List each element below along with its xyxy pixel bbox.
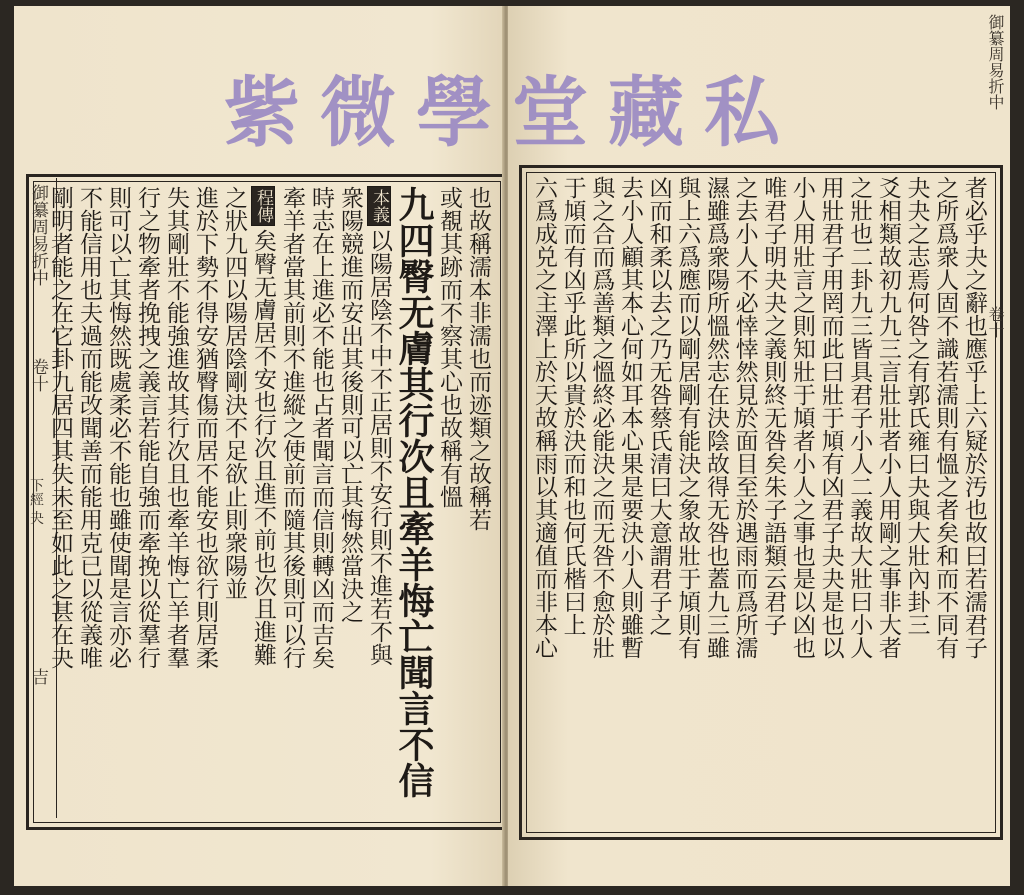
right-page-column-text: 與之合而爲善類之慍終必能決之而无咎不愈於壯 [588,176,615,659]
right-page-column [874,176,902,826]
left-page-column-text: 失其剛壯不能強進故其行次且也牽羊悔亡羊者羣 [163,186,189,669]
left-text-columns [46,186,492,816]
right-page-column-text: 凶而和柔以去之乃无咎蔡氏清曰大意謂君子之 [645,176,672,636]
commentary-tag: 程傳 [251,186,275,226]
right-page-column [960,176,988,826]
right-page-column [559,176,587,826]
margin-bottom: 吉 [28,668,48,685]
right-page-column [731,176,759,826]
left-page-column-text: 矣臀无膚居不安也行次且進不前也次且進難 [250,229,276,666]
left-page-column-text: 之狀九四以陽居陰剛決不足欲止則衆陽並 [221,186,247,600]
right-page-column-text: 去小人顧其本心何如耳本心果是要決小人則雖暫 [616,176,643,659]
left-page-column-text: 也故稱濡本非濡也而迹類之故稱若 [465,186,491,531]
left-page-column [435,186,463,816]
left-page-column [336,186,364,816]
left-page-column [46,186,74,816]
collector-seal: 紫微學堂藏私 [224,68,800,157]
left-page-column-text: 以陽居陰不中不正居則不安行則不進若不與 [366,229,392,666]
right-page-column [645,176,673,826]
right-page-column-text: 之所爲衆人固不識若濡則有慍之者矣和而不同有 [932,176,959,659]
left-page-column-text: 牽羊者當其前則不進縱之使前而隨其後則可以行 [279,186,305,669]
right-page-column [817,176,845,826]
right-page-column-text: 夬夬之志焉何咎之有郭氏雍曰夬與大壯內卦三 [903,176,930,636]
left-page-column [278,186,306,816]
right-page-column-text: 唯君子明夬夬之義則終无咎矣朱子語類云君子 [760,176,787,636]
right-page-column-text: 之壯也二卦九三皆具君子小人二義故大壯曰小人 [846,176,873,659]
left-page-column-text: 時志在上進必不能也占者聞言而信則轉凶而吉矣 [308,186,334,669]
right-page-column-text: 之去小人不必悻悻然見於面目至於遇雨而爲所濡 [731,176,758,659]
left-page-column [249,186,277,816]
right-text-columns [530,176,988,826]
left-page-column [162,186,190,816]
right-page-column [788,176,816,826]
left-page-column [394,186,434,816]
right-page-column [673,176,701,826]
left-page-column [104,186,132,816]
left-page-column-text: 衆陽競進而安出其後則可以亡其悔然當決之 [337,186,363,623]
right-page-column [587,176,615,826]
left-page-column-text: 不能信用也夫過而能改聞善而能用克已以從義唯 [76,186,102,669]
right-margin-volume: 卷十 [986,306,1005,338]
left-page-column [307,186,335,816]
margin-section: 下經 夬 [28,478,44,525]
right-page-column [530,176,558,826]
right-page-column-text: 與上六爲應而以剛居剛有能決之象故壯于頄則有 [674,176,701,659]
margin-title: 御纂周易折中 [28,184,48,286]
left-page-column [191,186,219,816]
right-page-column [702,176,730,826]
left-page-column [133,186,161,816]
right-page-column-text: 爻相類故初九九三言壯壯者小人用剛之事非大者 [874,176,901,659]
left-page-column [464,186,492,816]
right-page-column-text: 者必乎夬之辭也應乎上六疑於汚也故曰若濡君子 [960,176,987,659]
left-page-column-text: 進於下勢不得安猶臀傷而居不能安也欲行則居柔 [192,186,218,669]
left-page-column-text: 行之物牽者挽拽之義言若能自強而牽挽以從羣行 [134,186,160,669]
right-page-column-text: 用壯君子用罔而此曰壯于頄有凶君子夬夬是也以 [817,176,844,659]
right-page-column-text: 濕雖爲衆陽所慍然志在決陰故得无咎也蓋九三雖 [702,176,729,659]
right-page-column [931,176,959,826]
left-page-column [220,186,248,816]
left-page-column-text: 則可以亡其悔然既處柔必不能也雖使聞是言亦必 [105,186,131,669]
right-page-column [616,176,644,826]
right-page-column [903,176,931,826]
margin-volume: 卷十 [28,358,48,392]
right-page-column-text: 六爲成兑之主澤上於天故稱雨以其適值而非本心 [531,176,557,659]
right-margin-title: 御纂周易折中 [986,14,1005,110]
right-page-column [845,176,873,826]
left-page-column-text: 九四臀无膚其行次且牽羊悔亡聞言不信 [393,186,435,798]
left-page-column [365,186,393,816]
right-page-column-text: 于頄而有凶乎此所以貴於決而和也何氏楷曰上 [559,176,586,636]
right-page-column [759,176,787,826]
right-page-column-text: 小人用壯言之則知壯于頄者小人之事也是以凶也 [788,176,815,659]
left-page-column [75,186,103,816]
commentary-tag: 本義 [367,186,391,226]
left-page-column-text: 剛明者能之在它卦九居四其失未至如此之甚在夬 [47,186,73,669]
left-page-column-text: 或覩其跡而不察其心也故稱有慍 [436,186,462,508]
